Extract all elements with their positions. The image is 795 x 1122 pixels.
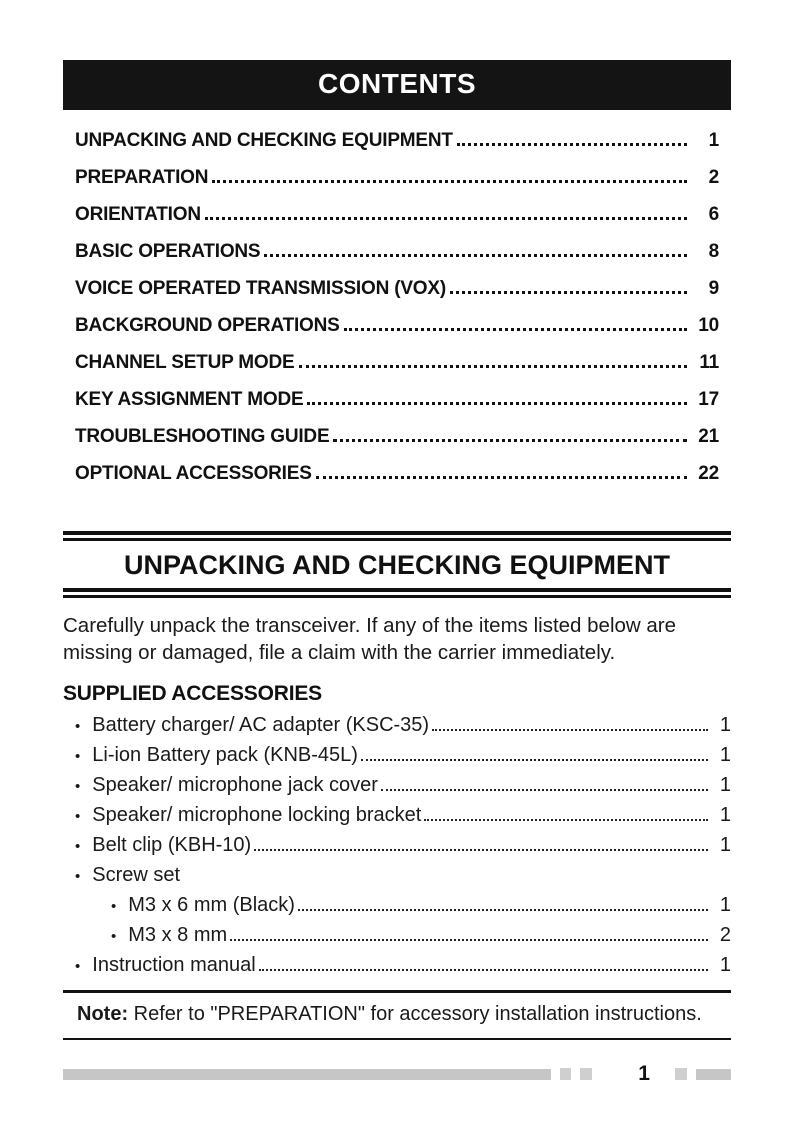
accessory-label: Screw set bbox=[92, 864, 181, 886]
toc-entry-page: 8 bbox=[708, 241, 719, 262]
toc-entry-page: 10 bbox=[698, 315, 719, 336]
accessory-item bbox=[63, 924, 731, 948]
section-intro-paragraph: Carefully unpack the transceiver. If any of the items listed below are missing or damaged, file a claim with the carrier immediately. bbox=[63, 614, 677, 664]
bullet-icon: • bbox=[75, 838, 81, 855]
toc-dot-leader bbox=[212, 180, 687, 183]
accessory-dot-leader bbox=[432, 729, 708, 731]
accessory-label: Speaker/ microphone jack cover bbox=[92, 774, 378, 796]
toc-entry bbox=[75, 241, 719, 263]
toc-dot-leader bbox=[457, 143, 687, 146]
bullet-icon: • bbox=[75, 808, 81, 825]
page-number: 1 bbox=[638, 1062, 650, 1085]
bullet-icon: • bbox=[75, 778, 81, 795]
toc-entry-page: 22 bbox=[698, 463, 719, 484]
toc-entry-label: CHANNEL SETUP MODE bbox=[75, 352, 295, 373]
toc-entry bbox=[75, 130, 719, 152]
section-rule-bottom bbox=[63, 588, 731, 598]
contents-title: CONTENTS bbox=[318, 68, 476, 99]
note-box bbox=[63, 990, 731, 1040]
accessory-item bbox=[63, 894, 731, 918]
accessory-quantity: 1 bbox=[719, 954, 731, 976]
bullet-icon: • bbox=[75, 718, 81, 735]
toc-dot-leader bbox=[316, 476, 687, 479]
toc-entry-page: 21 bbox=[698, 426, 719, 447]
accessory-item bbox=[63, 744, 731, 768]
toc-entry bbox=[75, 204, 719, 226]
toc-entry bbox=[75, 315, 719, 337]
toc-entry-label: ORIENTATION bbox=[75, 204, 201, 225]
footer-bar-short bbox=[696, 1069, 731, 1080]
accessory-dot-leader bbox=[361, 759, 708, 761]
accessory-dot-leader bbox=[230, 939, 708, 941]
note-text: Refer to "PREPARATION" for accessory installation instructions. bbox=[133, 1003, 702, 1025]
toc-entry-label: BACKGROUND OPERATIONS bbox=[75, 315, 340, 336]
accessory-label: Instruction manual bbox=[92, 954, 256, 976]
accessory-item bbox=[63, 834, 731, 858]
toc-dot-leader bbox=[264, 254, 687, 257]
accessory-dot-leader bbox=[259, 969, 708, 971]
toc-dot-leader bbox=[307, 402, 687, 405]
toc-entry-label: PREPARATION bbox=[75, 167, 209, 188]
toc-entry bbox=[75, 167, 719, 189]
toc-entry-page: 11 bbox=[699, 352, 719, 373]
footer-bar-long bbox=[63, 1069, 551, 1080]
accessory-quantity: 2 bbox=[719, 924, 731, 946]
accessory-dot-leader bbox=[298, 909, 708, 911]
accessory-dot-leader bbox=[424, 819, 708, 821]
accessory-quantity: 1 bbox=[719, 744, 731, 766]
bullet-icon: • bbox=[75, 748, 81, 765]
accessory-label: Belt clip (KBH-10) bbox=[92, 834, 252, 856]
footer-square-icon bbox=[560, 1068, 572, 1080]
toc-entry bbox=[75, 278, 719, 300]
toc-entry bbox=[75, 389, 719, 411]
accessory-label: Li-ion Battery pack (KNB-45L) bbox=[92, 744, 358, 766]
toc-dot-leader bbox=[344, 328, 687, 331]
supplied-accessories-heading: SUPPLIED ACCESSORIES bbox=[63, 682, 322, 705]
toc-dot-leader bbox=[450, 291, 687, 294]
accessory-item bbox=[63, 864, 731, 888]
accessory-label: M3 x 8 mm bbox=[128, 924, 228, 946]
toc-entry-label: UNPACKING AND CHECKING EQUIPMENT bbox=[75, 130, 453, 151]
bullet-icon: • bbox=[75, 868, 81, 885]
accessory-label: Battery charger/ AC adapter (KSC-35) bbox=[92, 714, 430, 736]
toc-entry-label: VOICE OPERATED TRANSMISSION (VOX) bbox=[75, 278, 446, 299]
toc-entry bbox=[75, 463, 719, 485]
bullet-icon: • bbox=[111, 928, 117, 945]
toc-entry bbox=[75, 352, 719, 374]
bullet-icon: • bbox=[75, 958, 81, 975]
toc-dot-leader bbox=[205, 217, 687, 220]
toc-entry-page: 6 bbox=[708, 204, 719, 225]
toc-entry-label: OPTIONAL ACCESSORIES bbox=[75, 463, 312, 484]
section-title: UNPACKING AND CHECKING EQUIPMENT bbox=[123, 550, 670, 580]
accessory-label: M3 x 6 mm (Black) bbox=[128, 894, 295, 916]
footer-square-icon bbox=[580, 1068, 592, 1080]
toc-entry-page: 17 bbox=[698, 389, 719, 410]
accessory-label: Speaker/ microphone locking bracket bbox=[92, 804, 422, 826]
accessory-item bbox=[63, 714, 731, 738]
footer-square-icon bbox=[675, 1068, 687, 1080]
contents-header-bar bbox=[63, 60, 731, 110]
accessory-item bbox=[63, 774, 731, 798]
bullet-icon: • bbox=[111, 898, 117, 915]
accessory-quantity: 1 bbox=[719, 774, 731, 796]
toc-entry-page: 1 bbox=[708, 130, 719, 151]
toc-entry bbox=[75, 426, 719, 448]
toc-entry-page: 2 bbox=[708, 167, 719, 188]
section-rule-top bbox=[63, 531, 731, 541]
accessory-quantity: 1 bbox=[719, 894, 731, 916]
toc-entry-label: TROUBLESHOOTING GUIDE bbox=[75, 426, 330, 447]
accessory-quantity: 1 bbox=[719, 714, 731, 736]
accessory-item bbox=[63, 954, 731, 978]
toc-entry-label: BASIC OPERATIONS bbox=[75, 241, 261, 262]
note-label: Note: bbox=[77, 1003, 129, 1025]
accessory-quantity: 1 bbox=[719, 804, 731, 826]
unpacking-section bbox=[63, 531, 731, 1040]
toc-dot-leader bbox=[299, 365, 687, 368]
toc-entry-label: KEY ASSIGNMENT MODE bbox=[75, 389, 304, 410]
accessory-dot-leader bbox=[254, 849, 708, 851]
accessories-list bbox=[63, 714, 731, 978]
toc-entry-page: 9 bbox=[708, 278, 719, 299]
toc-dot-leader bbox=[333, 439, 687, 442]
accessory-dot-leader bbox=[381, 789, 708, 791]
table-of-contents bbox=[63, 130, 731, 485]
accessory-quantity: 1 bbox=[719, 834, 731, 856]
page-footer bbox=[63, 1062, 731, 1086]
accessory-item bbox=[63, 804, 731, 828]
